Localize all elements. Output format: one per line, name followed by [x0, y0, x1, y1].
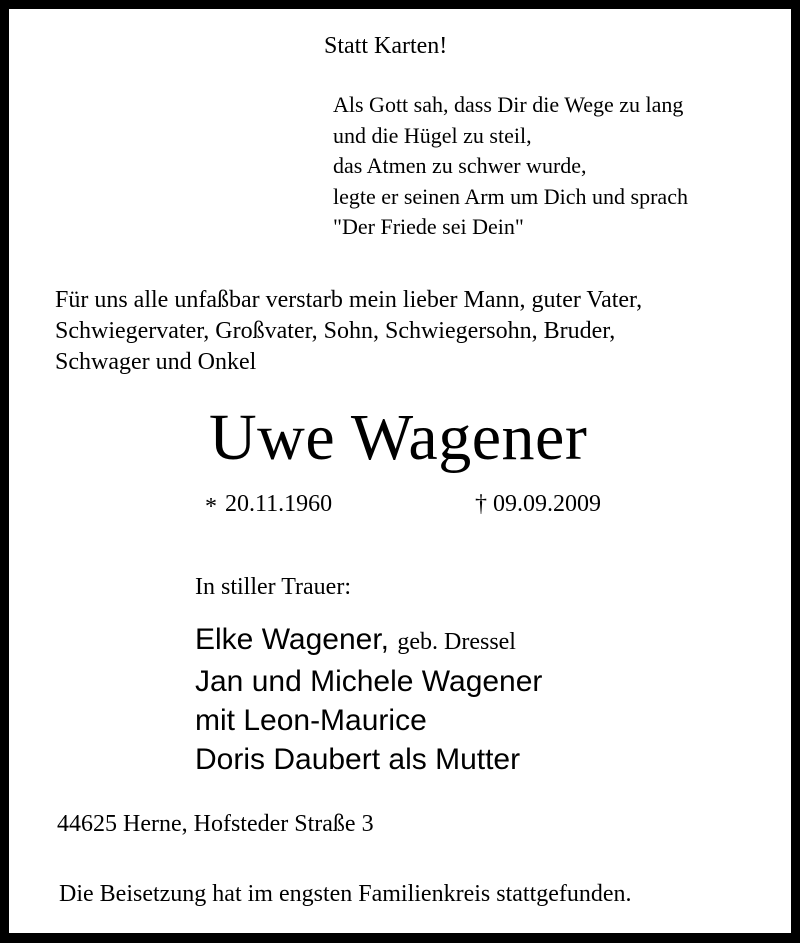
poem-line: legte er seinen Arm um Dich und sprach — [333, 183, 688, 209]
mourners-list — [195, 620, 542, 779]
mourning-heading: In stiller Trauer: — [195, 574, 351, 600]
birth-date: 20.11.1960 — [225, 491, 333, 517]
funeral-note: Die Beisetzung hat im engsten Familienkreis stattgefunden. — [59, 881, 632, 907]
announcement-line: Schwager und Onkel — [55, 349, 257, 375]
mourner-line — [195, 620, 542, 662]
announcement-line: Für uns alle unfaßbar verstarb mein lieber Mann, guter Vater, — [55, 287, 643, 313]
mourner-line: Doris Daubert als Mutter — [195, 743, 521, 776]
death-date: 09.09.2009 — [493, 491, 601, 517]
birth-star-icon: * — [205, 494, 217, 520]
poem-line: Als Gott sah, dass Dir die Wege zu lang — [333, 92, 684, 117]
poem — [333, 90, 688, 243]
address: 44625 Herne, Hofsteder Straße 3 — [57, 811, 374, 837]
mourner-line: Jan und Michele Wagener — [195, 665, 543, 698]
announcement-line: Schwiegervater, Großvater, Sohn, Schwiegersohn, Bruder, — [55, 318, 616, 344]
maiden-name: geb. Dressel — [397, 629, 516, 655]
death-cross-icon: † — [475, 491, 487, 517]
poem-line: das Atmen zu schwer wurde, — [333, 153, 587, 178]
death-date-row — [475, 484, 601, 524]
poem-line: und die Hügel zu steil, — [333, 122, 532, 148]
mourner-name: Elke Wagener, — [195, 623, 389, 656]
obituary-card — [9, 9, 791, 933]
deceased-name: Uwe Wagener — [209, 401, 588, 474]
statt-karten-heading: Statt Karten! — [324, 33, 448, 59]
birth-date-row — [205, 484, 332, 527]
mourner-line: mit Leon-Maurice — [195, 704, 427, 737]
announcement-text — [55, 285, 642, 378]
poem-line: "Der Friede sei Dein" — [333, 214, 524, 239]
